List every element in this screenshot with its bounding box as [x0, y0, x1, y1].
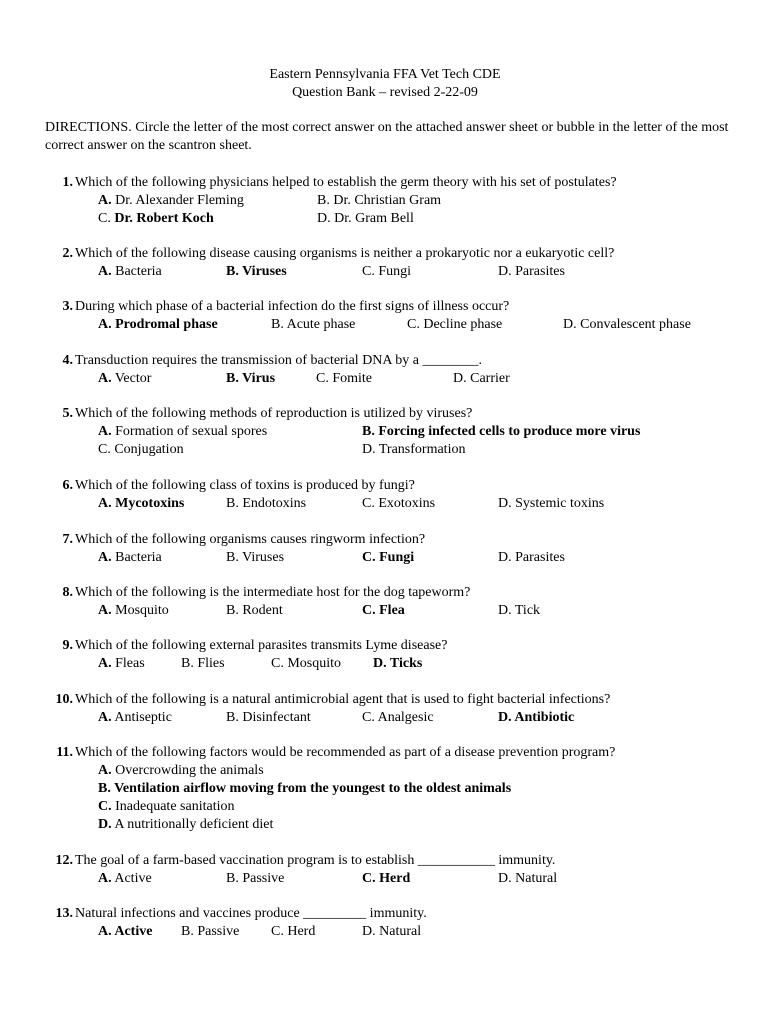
- question-10: [45, 691, 745, 727]
- option-b: B. Viruses: [226, 550, 285, 565]
- option-a: A. Overcrowding the animals: [98, 763, 264, 778]
- option-a: A. Vector: [98, 371, 152, 386]
- option-c-correct: C. Herd: [362, 871, 411, 886]
- option-c-correct: C. Dr. Robert Koch: [98, 211, 214, 226]
- option-a-correct: A. Active: [98, 924, 153, 939]
- question-text: Which of the following factors would be recommended as part of a disease prevention program?: [75, 745, 616, 760]
- option-a: A. Fleas: [98, 656, 145, 671]
- option-c: C. Conjugation: [98, 442, 184, 457]
- question-number: 9.: [62, 638, 73, 653]
- question-text: Transduction requires the transmission of bacterial DNA by a ________.: [75, 353, 482, 368]
- option-d: D. Convalescent phase: [563, 317, 691, 332]
- option-b: B. Dr. Christian Gram: [317, 193, 442, 208]
- question-7: [45, 531, 745, 567]
- option-c: C. Decline phase: [407, 317, 503, 332]
- option-c: C. Exotoxins: [362, 496, 436, 511]
- question-12: [45, 852, 745, 888]
- option-a-correct: A. Prodromal phase: [98, 317, 218, 332]
- option-a: A. Antiseptic: [98, 710, 172, 725]
- option-c: C. Herd: [271, 924, 316, 939]
- option-a: A. Dr. Alexander Fleming: [98, 193, 244, 208]
- question-number: 10.: [55, 692, 73, 707]
- option-c: C. Fomite: [316, 371, 373, 386]
- option-b: B. Passive: [181, 924, 240, 939]
- option-d-correct: D. Ticks: [373, 656, 423, 671]
- option-b: B. Acute phase: [271, 317, 356, 332]
- question-number: 7.: [62, 532, 73, 547]
- question-9: [45, 637, 745, 673]
- option-a: A. Formation of sexual spores: [98, 424, 268, 439]
- question-2: [45, 245, 745, 281]
- question-text: Which of the following methods of reproduction is utilized by viruses?: [75, 406, 473, 421]
- question-text: Which of the following disease causing organisms is neither a prokaryotic nor a eukaryotic cell?: [75, 246, 615, 261]
- option-a-correct: A. Mycotoxins: [98, 496, 185, 511]
- question-number: 13.: [55, 906, 73, 921]
- option-a: A. Bacteria: [98, 264, 162, 279]
- option-d: D. Transformation: [362, 442, 466, 457]
- option-b-correct: B. Forcing infected cells to produce more virus: [362, 424, 641, 439]
- option-d: D. Parasites: [498, 264, 565, 279]
- option-b: B. Rodent: [226, 603, 283, 618]
- question-number: 2.: [62, 246, 73, 261]
- question-13: [45, 905, 745, 941]
- option-b: B. Disinfectant: [226, 710, 311, 725]
- document-header: [0, 66, 770, 102]
- option-a: A. Active: [98, 871, 152, 886]
- option-c: C. Analgesic: [362, 710, 434, 725]
- question-text: Which of the following is the intermediate host for the dog tapeworm?: [75, 585, 471, 600]
- header-subtitle: Question Bank – revised 2-22-09: [292, 85, 478, 100]
- question-text: The goal of a farm-based vaccination program is to establish ___________ immunity.: [75, 853, 556, 868]
- question-text: Which of the following external parasites transmits Lyme disease?: [75, 638, 448, 653]
- option-a: A. Bacteria: [98, 550, 162, 565]
- question-text: Which of the following organisms causes ringworm infection?: [75, 532, 426, 547]
- question-11: [45, 744, 745, 834]
- option-b: B. Endotoxins: [226, 496, 307, 511]
- question-8: [45, 584, 745, 620]
- question-text: Which of the following is a natural antimicrobial agent that is used to fight bacterial infections?: [75, 692, 611, 707]
- option-d: D. Tick: [498, 603, 541, 618]
- option-c: C. Fungi: [362, 264, 412, 279]
- option-d: D. Parasites: [498, 550, 565, 565]
- question-number: 1.: [62, 175, 73, 190]
- question-6: [45, 477, 745, 513]
- question-text: Which of the following class of toxins is produced by fungi?: [75, 478, 415, 493]
- question-1: [45, 174, 745, 228]
- option-d: D. Dr. Gram Bell: [317, 211, 414, 226]
- option-b: B. Passive: [226, 871, 285, 886]
- option-d: D. Systemic toxins: [498, 496, 605, 511]
- question-number: 3.: [62, 299, 73, 314]
- option-d: D. Carrier: [453, 371, 510, 386]
- option-c: C. Mosquito: [271, 656, 342, 671]
- option-c-correct: C. Fungi: [362, 550, 415, 565]
- option-b: B. Flies: [181, 656, 225, 671]
- header-title: Eastern Pennsylvania FFA Vet Tech CDE: [269, 67, 501, 82]
- question-text: Natural infections and vaccines produce _________ immunity.: [75, 906, 427, 921]
- question-number: 11.: [56, 745, 73, 760]
- option-d: D. Natural: [498, 871, 558, 886]
- question-number: 12.: [55, 853, 73, 868]
- question-5: [45, 405, 745, 459]
- option-a: A. Mosquito: [98, 603, 169, 618]
- question-text: Which of the following physicians helped to establish the germ theory with his set of postulates?: [75, 175, 617, 190]
- question-number: 6.: [62, 478, 73, 493]
- question-number: 8.: [62, 585, 73, 600]
- directions-paragraph: DIRECTIONS. Circle the letter of the most correct answer on the attached answer sheet or bubble in the letter of the most correct answer on the scantron sheet.: [45, 120, 729, 153]
- option-b-correct: B. Ventilation airflow moving from the youngest to the oldest animals: [98, 781, 512, 796]
- question-number: 5.: [62, 406, 73, 421]
- question-number: 4.: [62, 353, 73, 368]
- option-c: C. Inadequate sanitation: [98, 799, 235, 814]
- option-d-correct: D. Antibiotic: [498, 710, 575, 725]
- question-4: [45, 352, 745, 388]
- option-d: D. A nutritionally deficient diet: [98, 817, 274, 832]
- option-b-correct: B. Virus: [226, 371, 276, 386]
- option-c-correct: C. Flea: [362, 603, 405, 618]
- option-b-correct: B. Viruses: [226, 264, 287, 279]
- question-3: [45, 298, 745, 334]
- question-text: During which phase of a bacterial infection do the first signs of illness occur?: [75, 299, 510, 314]
- option-d: D. Natural: [362, 924, 422, 939]
